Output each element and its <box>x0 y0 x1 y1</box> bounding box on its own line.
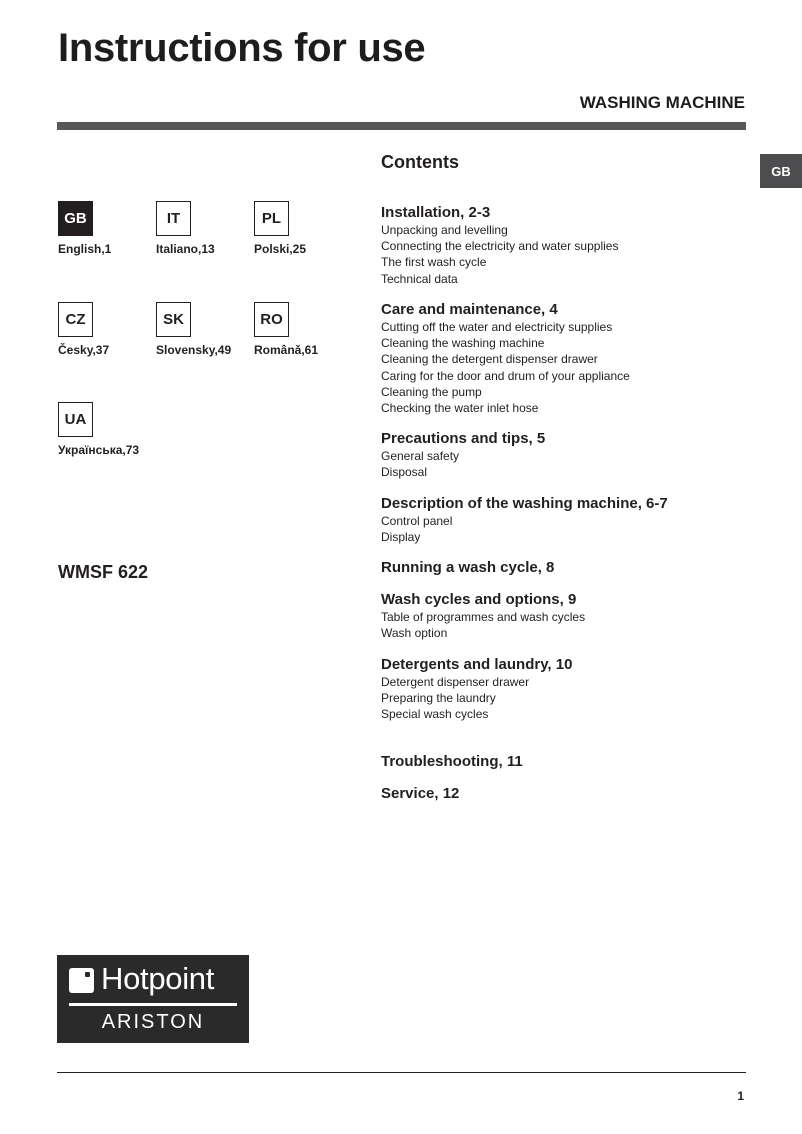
model-number: WMSF 622 <box>58 562 149 582</box>
language-label: Slovensky,49 <box>156 343 232 357</box>
language-label: Українська,73 <box>58 443 140 457</box>
language-sk[interactable] <box>156 302 256 357</box>
toc-item[interactable]: Caring for the door and drum of your appliance <box>381 368 630 383</box>
language-label: Česky,37 <box>58 343 110 357</box>
toc-item[interactable]: Checking the water inlet hose <box>381 401 539 416</box>
page-number: 1 <box>737 1089 744 1103</box>
toc-item[interactable]: Table of programmes and wash cycles <box>381 610 586 624</box>
toc-section-title[interactable]: Running a wash cycle, 8 <box>381 559 555 576</box>
toc-section-title[interactable]: Care and maintenance, 4 <box>381 301 558 318</box>
toc-section-title[interactable]: Wash cycles and options, 9 <box>381 591 577 608</box>
toc-item[interactable]: Unpacking and levelling <box>381 223 508 237</box>
language-label: Românǎ,61 <box>254 343 319 357</box>
language-ua[interactable] <box>58 402 158 457</box>
toc-section-title[interactable]: Troubleshooting, 11 <box>381 753 523 770</box>
toc-item[interactable]: Detergent dispenser drawer <box>381 675 530 689</box>
language-cz[interactable] <box>58 302 158 357</box>
toc-item[interactable]: Cutting off the water and electricity supplies <box>381 320 613 334</box>
toc-section-troubleshooting <box>381 753 761 771</box>
toc-section-detergents <box>381 656 761 723</box>
language-gb[interactable] <box>58 201 158 256</box>
toc-item[interactable]: Technical data <box>381 271 458 286</box>
logo-mark-icon <box>69 968 94 993</box>
language-side-tab: GB <box>760 154 802 188</box>
toc-item[interactable]: Cleaning the detergent dispenser drawer <box>381 352 598 367</box>
toc-section-title[interactable]: Service, 12 <box>381 785 460 802</box>
toc-item[interactable]: Cleaning the washing machine <box>381 336 545 351</box>
footer-divider <box>57 1072 746 1073</box>
toc-section-title[interactable]: Detergents and laundry, 10 <box>381 656 573 673</box>
toc-section-title[interactable]: Precautions and tips, 5 <box>381 430 546 447</box>
language-it[interactable] <box>156 201 256 256</box>
product-type: WASHING MACHINE <box>579 93 745 112</box>
header-divider <box>57 122 746 130</box>
language-label: English,1 <box>58 242 112 256</box>
toc-item[interactable]: Special wash cycles <box>381 707 489 722</box>
toc-section-care <box>381 301 761 416</box>
toc-item[interactable]: Cleaning the pump <box>381 384 482 399</box>
toc-item[interactable]: Connecting the electricity and water supplies <box>381 239 619 254</box>
logo-brand-text: Hotpoint <box>101 961 215 996</box>
toc-item[interactable]: The first wash cycle <box>381 255 487 270</box>
logo-sub-brand-text: ARISTON <box>101 1011 205 1033</box>
language-code-box: UA <box>58 402 93 437</box>
toc-section-wash-cycles <box>381 591 761 641</box>
language-code-box: SK <box>156 302 191 337</box>
language-code-box: GB <box>58 201 93 236</box>
toc-item[interactable]: Preparing the laundry <box>381 691 496 706</box>
toc-section-running <box>381 559 761 577</box>
toc-item[interactable]: Wash option <box>381 626 448 641</box>
toc-item[interactable]: Display <box>381 530 421 545</box>
toc-section-title[interactable]: Description of the washing machine, 6-7 <box>381 495 668 512</box>
language-pl[interactable] <box>254 201 354 256</box>
page-title: Instructions for use <box>58 26 426 70</box>
language-code-box: PL <box>254 201 289 236</box>
toc-item[interactable]: General safety <box>381 449 460 463</box>
toc-section-service <box>381 785 761 803</box>
contents-heading: Contents <box>381 152 459 172</box>
language-label: Italiano,13 <box>156 242 215 256</box>
language-code-box: RO <box>254 302 289 337</box>
language-label: Polski,25 <box>254 242 307 256</box>
toc-section-precautions <box>381 430 761 480</box>
toc-section-installation <box>381 204 761 287</box>
hotpoint-ariston-logo <box>57 955 249 1043</box>
language-ro[interactable] <box>254 302 354 357</box>
toc-item[interactable]: Disposal <box>381 465 428 480</box>
language-code-box: IT <box>156 201 191 236</box>
language-code-box: CZ <box>58 302 93 337</box>
toc-section-title[interactable]: Installation, 2-3 <box>381 204 491 221</box>
toc-section-description <box>381 495 761 545</box>
toc-item[interactable]: Control panel <box>381 514 453 528</box>
logo-divider <box>69 1003 237 1006</box>
